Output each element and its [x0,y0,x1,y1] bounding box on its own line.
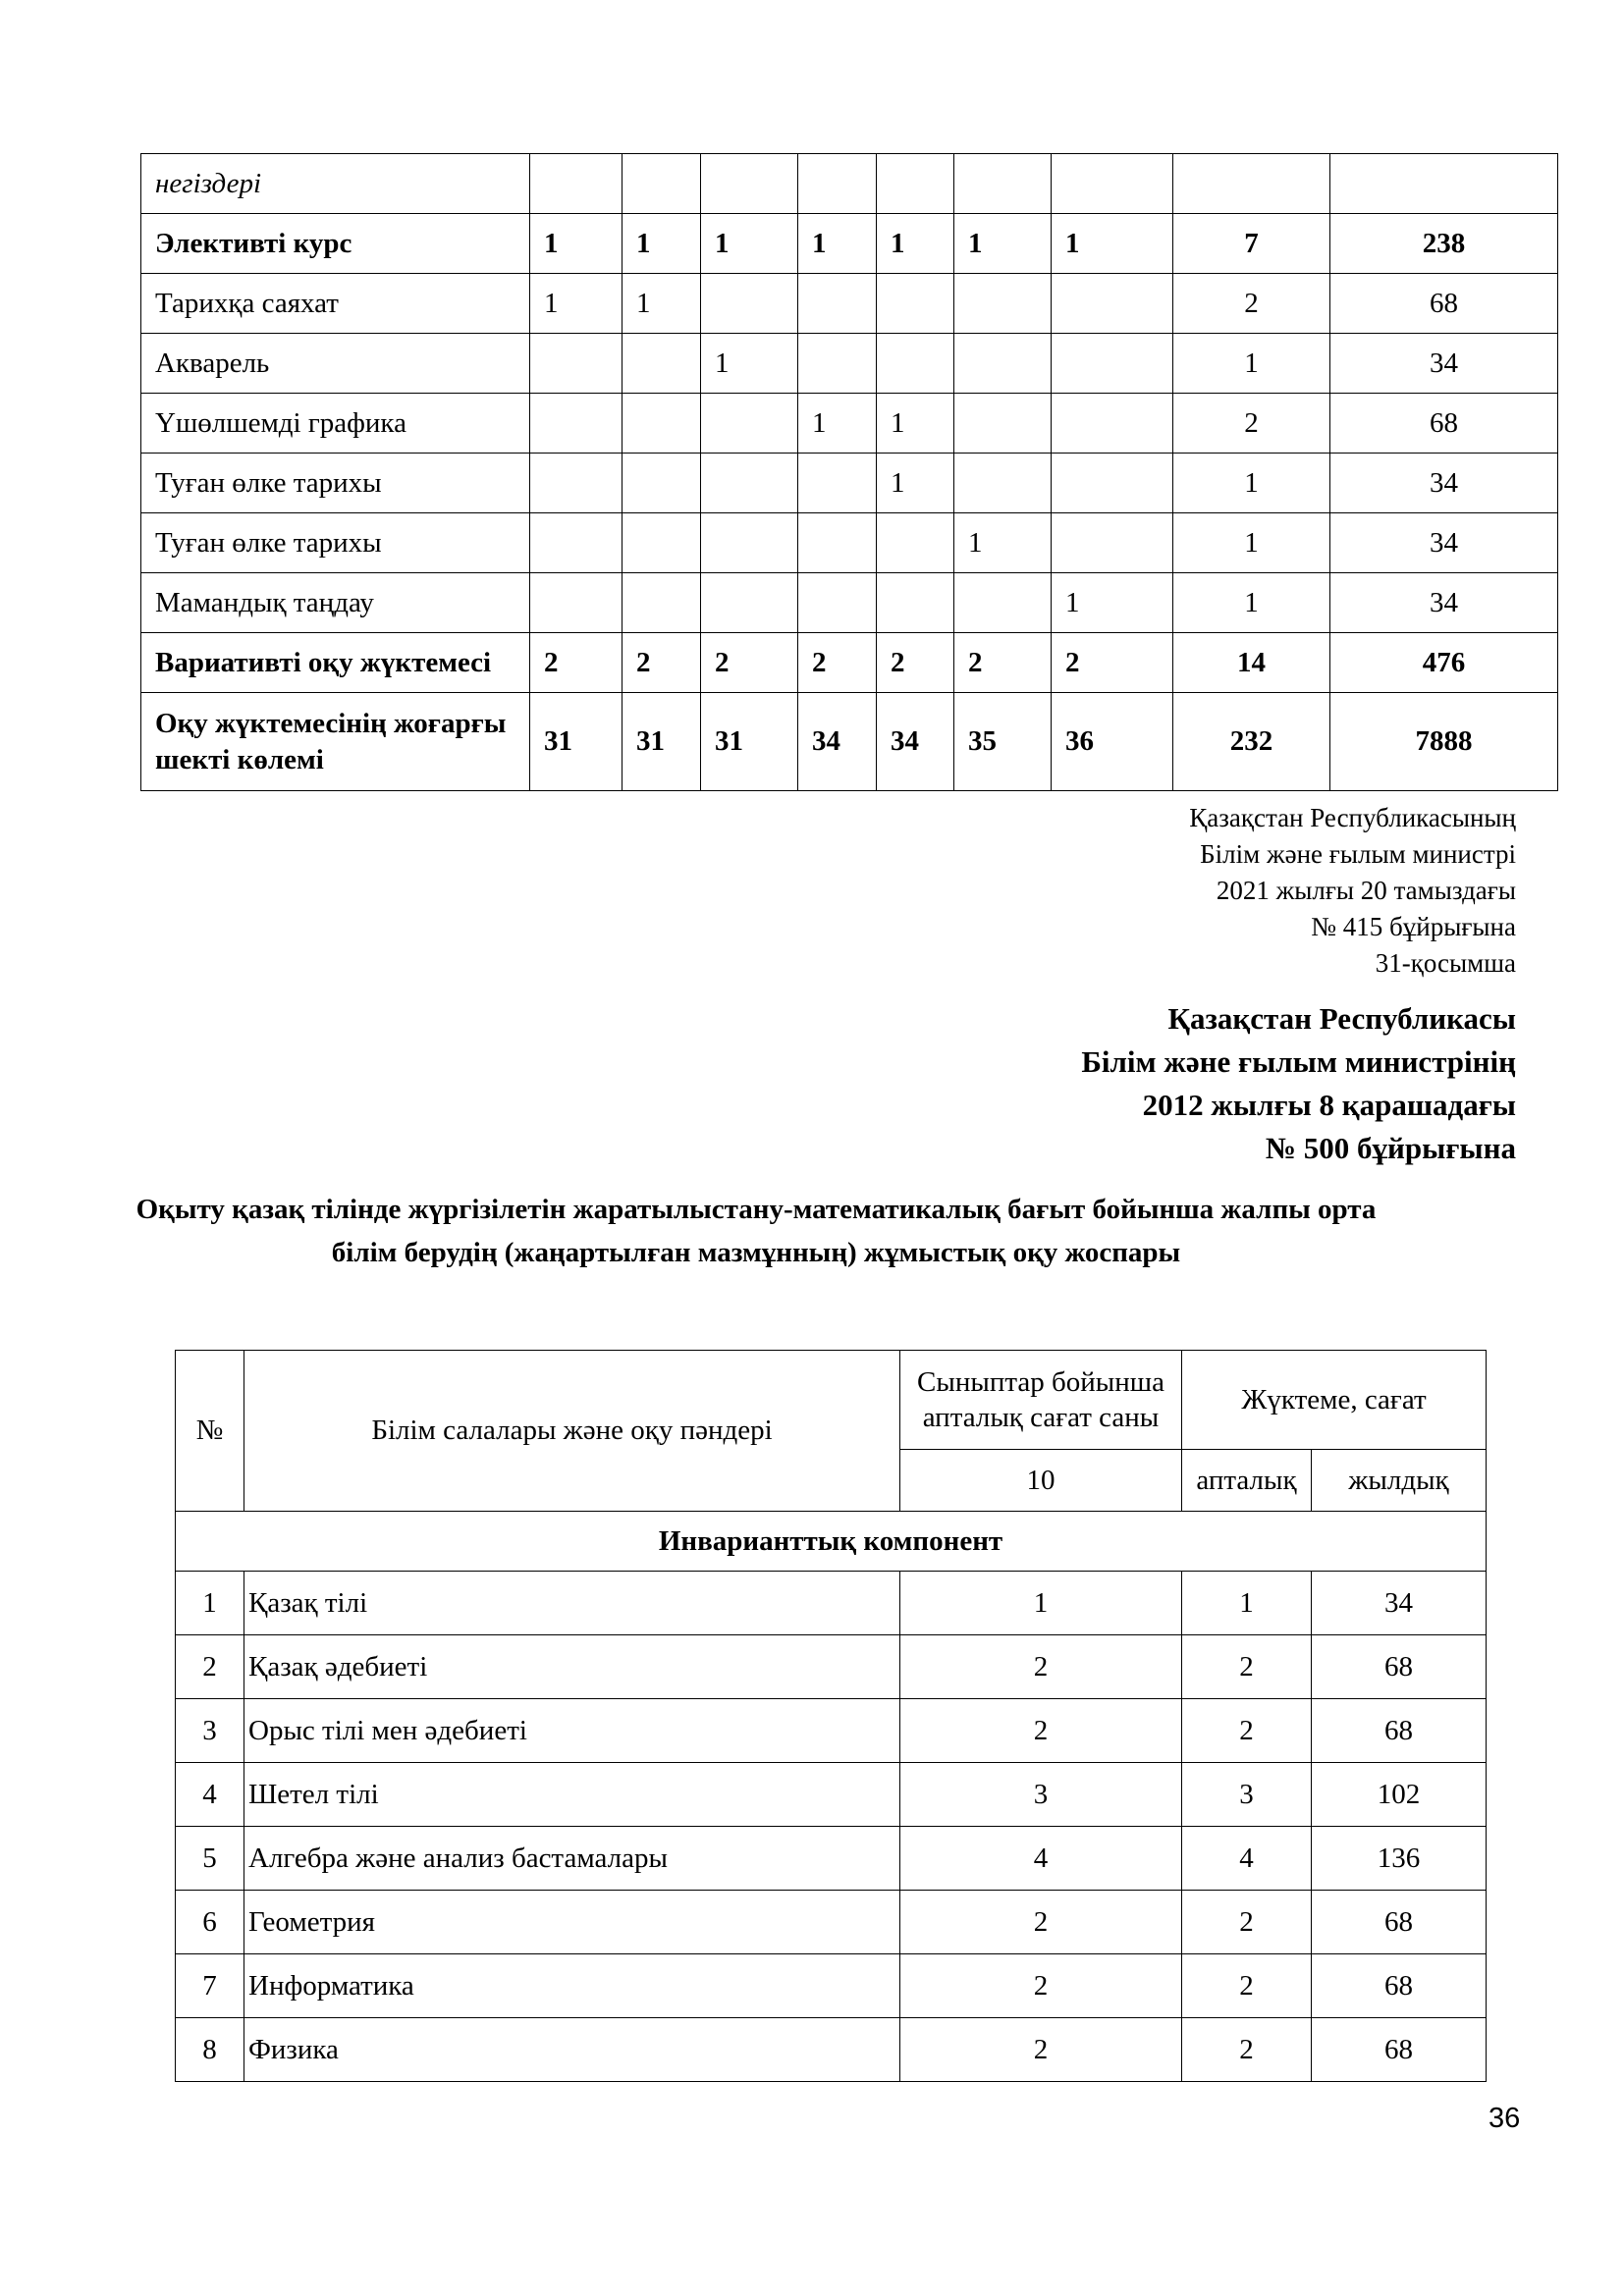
row-label: Элективті курс [141,214,530,274]
table-cell: 34 [798,693,877,791]
yearly-load: 68 [1312,1891,1487,1954]
row-label: Туған өлке тарихы [141,454,530,513]
table-cell [1173,154,1330,214]
weekly-load: 3 [1182,1763,1312,1827]
grade-10-hours: 3 [900,1763,1182,1827]
table-cell [1052,274,1173,334]
table-row [141,454,1558,513]
table-cell [530,513,623,573]
weekly-load: 2 [1182,1699,1312,1763]
table-cell: 238 [1330,214,1558,274]
row-number: 6 [176,1891,244,1954]
subject-name: Орыс тілі мен әдебиеті [244,1699,900,1763]
subject-row [176,1699,1487,1763]
grade-10-hours: 2 [900,1635,1182,1699]
table-cell [623,334,701,394]
yearly-load: 68 [1312,2018,1487,2082]
subject-name: Информатика [244,1954,900,2018]
table-cell [701,154,798,214]
table-cell [530,454,623,513]
table-cell: 1 [1052,573,1173,633]
table-cell [623,154,701,214]
weekly-load: 2 [1182,2018,1312,2082]
table-cell: 34 [1330,454,1558,513]
table-cell: 7888 [1330,693,1558,791]
table-cell [954,573,1052,633]
order-line: Білім және ғылым министрінің [1081,1044,1516,1079]
yearly-load: 136 [1312,1827,1487,1891]
yearly-load: 102 [1312,1763,1487,1827]
yearly-load: 68 [1312,1954,1487,2018]
subject-row [176,1891,1487,1954]
table-row [141,214,1558,274]
header-yearly: жылдық [1312,1450,1487,1512]
table-cell: 1 [954,214,1052,274]
header-weekly: апталық [1182,1450,1312,1512]
table-cell [954,274,1052,334]
grade-10-hours: 1 [900,1572,1182,1635]
table-cell: 1 [1173,513,1330,573]
table-cell: 7 [1173,214,1330,274]
table-cell: 34 [877,693,954,791]
table-cell: 1 [877,394,954,454]
table-row [141,334,1558,394]
approval-line: Білім және ғылым министрі [1200,839,1516,869]
table-cell: 1 [623,214,701,274]
table-body [141,154,1558,791]
row-label: Үшөлшемді графика [141,394,530,454]
table-cell: 34 [1330,513,1558,573]
table-cell: 1 [877,214,954,274]
table-cell: 2 [623,633,701,693]
yearly-load: 34 [1312,1572,1487,1635]
table-cell: 2 [877,633,954,693]
header-row [176,1351,1487,1450]
table-cell: 1 [954,513,1052,573]
page-number: 36 [1489,2103,1521,2134]
curriculum-table [175,1350,1487,2082]
table-cell: 34 [1330,334,1558,394]
subject-name: Физика [244,2018,900,2082]
table-cell [1330,154,1558,214]
approval-line: № 415 бұйрығына [1311,912,1516,941]
table-cell [954,394,1052,454]
table-cell [530,394,623,454]
grade-10-hours: 2 [900,2018,1182,2082]
subject-name: Алгебра және анализ бастамалары [244,1827,900,1891]
table-cell [877,154,954,214]
table-cell: 68 [1330,394,1558,454]
weekly-load: 4 [1182,1827,1312,1891]
table-cell: 1 [1173,454,1330,513]
subject-name: Геометрия [244,1891,900,1954]
document-title [118,1188,1394,1274]
approval-line: 2021 жылғы 20 тамыздағы [1216,876,1516,905]
weekly-load: 1 [1182,1572,1312,1635]
grade-10-hours: 2 [900,1891,1182,1954]
table-cell: 1 [701,214,798,274]
table-cell [877,513,954,573]
subject-row [176,1635,1487,1699]
subject-name: Қазақ әдебиеті [244,1635,900,1699]
header-subjects: Білім салалары және оқу пәндері [244,1351,900,1512]
curriculum-table-continuation [140,153,1558,791]
table-cell [1052,154,1173,214]
table-cell [798,454,877,513]
table-cell [701,513,798,573]
table-cell: 68 [1330,274,1558,334]
grade-10-hours: 2 [900,1699,1182,1763]
table-cell: 1 [623,274,701,334]
subject-name: Қазақ тілі [244,1572,900,1635]
table-cell: 1 [877,454,954,513]
table-cell [877,573,954,633]
table-cell [701,274,798,334]
table-cell [623,454,701,513]
table-cell [877,274,954,334]
row-label: Вариативті оқу жүктемесі [141,633,530,693]
yearly-load: 68 [1312,1635,1487,1699]
row-label: Туған өлке тарихы [141,513,530,573]
table-cell: 476 [1330,633,1558,693]
table-cell: 1 [701,334,798,394]
table-cell [530,154,623,214]
grade-10-hours: 4 [900,1827,1182,1891]
table-cell: 1 [798,214,877,274]
yearly-load: 68 [1312,1699,1487,1763]
order-reference [1081,997,1516,1170]
table-row [141,693,1558,791]
table-cell: 2 [1173,394,1330,454]
table-cell [701,394,798,454]
order-line: 2012 жылғы 8 қарашадағы [1142,1088,1516,1122]
table-cell [623,513,701,573]
table-cell: 1 [1173,334,1330,394]
table-row [141,154,1558,214]
table-cell: 35 [954,693,1052,791]
table-cell [954,334,1052,394]
subject-row [176,1763,1487,1827]
row-label: Тарихқа саяхат [141,274,530,334]
table-cell: 1 [530,274,623,334]
row-number: 4 [176,1763,244,1827]
table-cell: 2 [798,633,877,693]
table-cell: 1 [798,394,877,454]
subject-name: Шетел тілі [244,1763,900,1827]
table-cell [798,334,877,394]
table-cell [623,573,701,633]
row-label: Оқу жүктемесінің жоғарғы шекті көлемі [141,693,530,791]
approval-note [1189,800,1516,982]
row-number: 2 [176,1635,244,1699]
table-cell [1052,334,1173,394]
table-body [176,1351,1487,2082]
subject-row [176,2018,1487,2082]
table-cell [530,334,623,394]
table-cell: 1 [530,214,623,274]
title-line-2: білім берудің (жаңартылған мазмұнның) жұмыстық оқу жоспары [331,1237,1181,1268]
row-label: негіздері [141,154,530,214]
table-cell: 31 [623,693,701,791]
table-row [141,573,1558,633]
table-cell: 2 [954,633,1052,693]
table-cell: 36 [1052,693,1173,791]
approval-line: Қазақстан Республикасының [1189,803,1516,832]
subject-row [176,1954,1487,2018]
row-number: 1 [176,1572,244,1635]
row-number: 5 [176,1827,244,1891]
section-row [176,1512,1487,1572]
header-grade-10: 10 [900,1450,1182,1512]
table-cell [1052,454,1173,513]
table-cell: 232 [1173,693,1330,791]
order-line: № 500 бұйрығына [1265,1131,1516,1165]
row-number: 8 [176,2018,244,2082]
table-cell: 31 [701,693,798,791]
weekly-load: 2 [1182,1954,1312,2018]
order-line: Қазақстан Республикасы [1167,1001,1516,1036]
table-cell [701,454,798,513]
table-cell [1052,394,1173,454]
table-cell: 2 [1052,633,1173,693]
weekly-load: 2 [1182,1891,1312,1954]
table-cell [798,154,877,214]
header-weekly-hours: Сыныптар бойынша апталық сағат саны [900,1351,1182,1450]
table-cell: 2 [1173,274,1330,334]
subject-row [176,1572,1487,1635]
table-cell [1052,513,1173,573]
table-cell [877,334,954,394]
row-number: 7 [176,1954,244,2018]
table-row [141,394,1558,454]
section-title: Инварианттық компонент [176,1512,1487,1572]
row-number: 3 [176,1699,244,1763]
table-cell: 1 [1173,573,1330,633]
row-label: Мамандық таңдау [141,573,530,633]
table-cell: 31 [530,693,623,791]
table-cell [798,573,877,633]
table-cell: 2 [530,633,623,693]
table-cell [701,573,798,633]
table-cell: 2 [701,633,798,693]
title-line-1: Оқыту қазақ тілінде жүргізілетін жаратылыстану-математикалық бағыт бойынша жалпы орта [135,1194,1377,1225]
subject-row [176,1827,1487,1891]
grade-10-hours: 2 [900,1954,1182,2018]
weekly-load: 2 [1182,1635,1312,1699]
table-row [141,633,1558,693]
table-cell [530,573,623,633]
table-cell [954,154,1052,214]
table-cell [798,274,877,334]
table-row [141,274,1558,334]
table-cell [623,394,701,454]
row-label: Акварель [141,334,530,394]
approval-line: 31-қосымша [1375,948,1516,978]
table-cell [954,454,1052,513]
header-number: № [176,1351,244,1512]
table-cell [798,513,877,573]
table-cell: 14 [1173,633,1330,693]
header-load: Жүктеме, сағат [1182,1351,1487,1450]
table-cell: 34 [1330,573,1558,633]
table-cell: 1 [1052,214,1173,274]
table-row [141,513,1558,573]
